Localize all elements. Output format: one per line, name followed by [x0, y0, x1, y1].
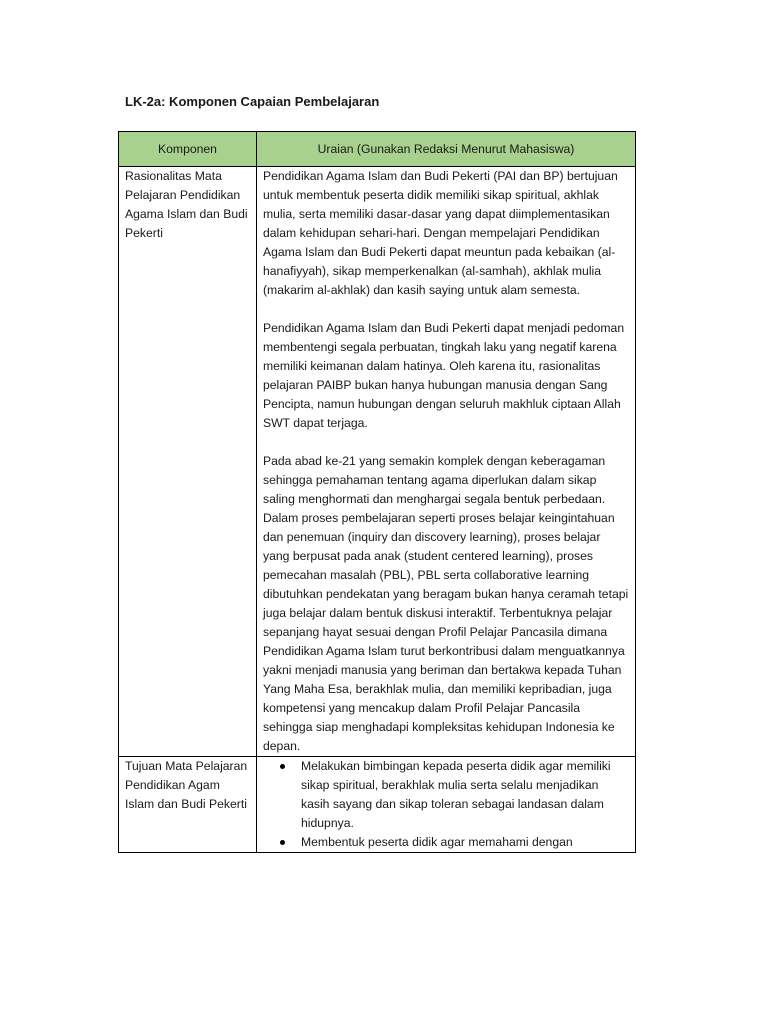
label-text: Tujuan Mata Pelajaran Pendidikan Agam Islam dan Budi Pekerti: [125, 759, 248, 811]
bullet-icon: [280, 764, 285, 769]
row-description-rasionalitas: [257, 167, 636, 757]
list-item-text: Melakukan bimbingan kepada peserta didik agar memiliki sikap spiritual, berakhlak mulia serta selalu menjadikan kasih sayang dan sikap toleran sebagai landasan dalam hidupnya.: [301, 759, 611, 830]
list-item: [301, 757, 629, 833]
description-paragraph: Pendidikan Agama Islam dan Budi Pekerti dapat menjadi pedoman membentengi segala perbuatan, tingkah laku yang negatif karena memiliki keimanan dalam hatinya. Oleh karena itu, rasionalitas pelajaran PAIBP bukan hanya hubungan manusia dengan Sang Pencipta, namun hubungan dengan seluruh makhluk ciptaan Allah SWT dapat terjaga.: [263, 321, 625, 430]
header-komponen: Komponen: [119, 132, 257, 167]
table-row: [119, 167, 636, 757]
row-label-rasionalitas: Rasionalitas Mata Pelajaran Pendidikan Agama Islam dan Budi Pekerti: [119, 167, 257, 757]
list-item-text: Membentuk peserta didik agar memahami dengan: [301, 835, 573, 849]
bullet-list: [263, 757, 629, 852]
description-paragraph: Pada abad ke-21 yang semakin komplek dengan keberagaman sehingga pemahaman tentang agama diperlukan dalam sikap saling menghormati dan menghargai segala bentuk perbedaan. Dalam proses pembelajaran seperti proses belajar keingintahuan dan penemuan (inquiry dan discovery learning), proses belajar yang berpusat pada anak (student centered learning), proses pemecahan masalah (PBL), PBL serta collaborative learning dibutuhkan pendekatan yang beragam bukan hanya ceramah tetapi juga belajar dalam bentuk diskusi interaktif. Terbentuknya pelajar sepanjang hayat sesuai dengan Profil Pelajar Pancasila dimana Pendidikan Agama Islam turut berkontribusi dalam menguatkannya yakni menjadi manusia yang beriman dan bertakwa kepada Tuhan Yang Maha Esa, berakhlak mulia, dan memiliki kepribadian, juga kompetensi yang mencakup dalam Profil Pelajar Pancasila sehingga siap menghadapi kompleksitas kehidupan Indonesia ke depan.: [263, 454, 629, 753]
bullet-list-container: [263, 757, 629, 852]
capaian-pembelajaran-table: [118, 131, 636, 853]
row-description-tujuan: [257, 757, 636, 853]
row-label-tujuan: [119, 757, 257, 853]
table-row: [119, 757, 636, 853]
header-uraian: Uraian (Gunakan Redaksi Menurut Mahasiswa): [257, 132, 636, 167]
list-item: [301, 833, 629, 852]
bullet-icon: [280, 840, 285, 845]
table-header-row: [119, 132, 636, 167]
description-paragraph: Pendidikan Agama Islam dan Budi Pekerti (PAI dan BP) bertujuan untuk membentuk peserta didik memiliki sikap spiritual, akhlak mulia, serta memiliki dasar-dasar yang dapat diimplementasikan dalam kehidupan sehari-hari. Dengan mempelajari Pendidikan Agama Islam dan Budi Pekerti dapat meuntun pada kebaikan (al-hanafiyyah), sikap memperkenalkan (al-samhah), akhlak mulia (makarim al-akhlak) dan kasih saying untuk alam semesta.: [263, 169, 618, 297]
document-title: LK-2a: Komponen Capaian Pembelajaran: [125, 94, 380, 109]
